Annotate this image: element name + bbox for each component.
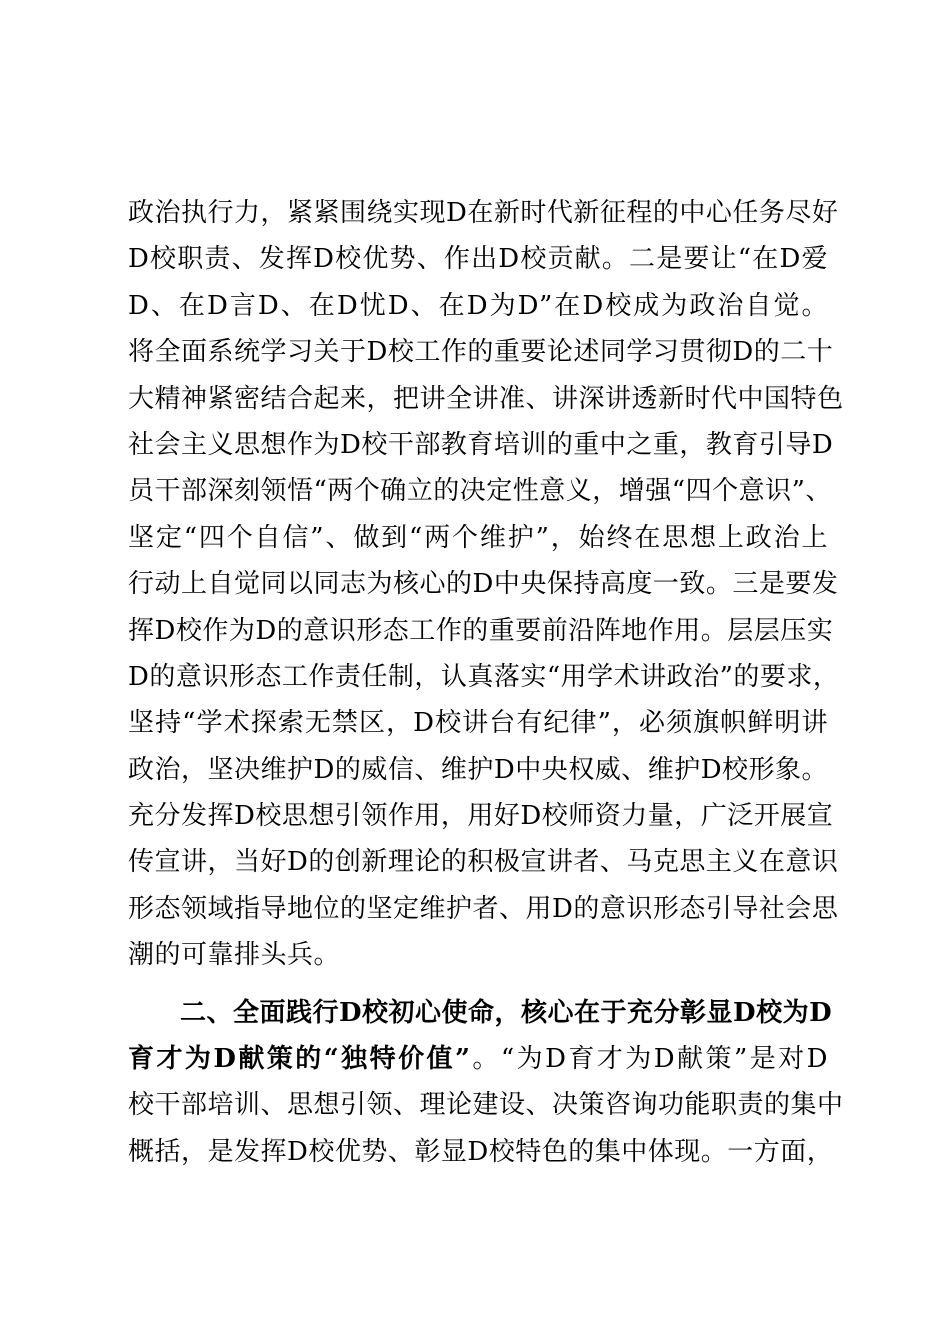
text-run: 。“为D育才为D献策”是对D bbox=[470, 1044, 828, 1075]
paragraph-1 bbox=[128, 190, 844, 979]
text-line: 将全面系统学习关于D校工作的重要论述同学习贯彻D的二十 bbox=[128, 337, 834, 368]
section-heading-end: 育才为D献策的“独特价值” bbox=[128, 1044, 471, 1075]
section-heading-line: 二、全面践行D校初心使命，核心在于充分彰显D校为D bbox=[180, 997, 833, 1028]
text-line: D、在D言D、在D忧D、在D为D”在D校成为政治自觉。 bbox=[128, 290, 828, 321]
text-line: 社会主义思想作为D校干部教育培训的重中之重，教育引导D bbox=[128, 429, 834, 460]
text-line: 传宣讲，当好D的创新理论的积极宣讲者、马克思主义在意识 bbox=[128, 847, 839, 878]
text-line: 政治，坚决维护D的威信、维护D中央权威、维护D校形象。 bbox=[128, 754, 829, 785]
text-line: 挥D校作为D的意识形态工作的重要前沿阵地作用。层层压实 bbox=[128, 615, 834, 646]
text-line: 概括，是发挥D校优势、彰显D校特色的集中体现。一方面， bbox=[128, 1136, 834, 1167]
text-line: 充分发挥D校思想引领作用，用好D校师资力量，广泛开展宣 bbox=[128, 801, 834, 832]
text-line: D的意识形态工作责任制，认真落实“用学术讲政治”的要求， bbox=[128, 661, 840, 692]
text-line: D校职责、发挥D校优势、作出D校贡献。二是要让“在D爱 bbox=[128, 244, 828, 275]
body-text bbox=[128, 190, 844, 1175]
text-line: 校干部培训、思想引领、理论建设、决策咨询功能职责的集中 bbox=[128, 1090, 844, 1121]
text-line: 形态领域指导地位的坚定维护者、用D的意识形态引导社会思 bbox=[128, 893, 839, 924]
text-line: 潮的可靠排头兵。 bbox=[128, 940, 341, 971]
paragraph-2 bbox=[128, 990, 844, 1176]
text-line: 行动上自觉同以同志为核心的D中央保持高度一致。三是要发 bbox=[128, 569, 839, 600]
paragraph-spacer bbox=[128, 979, 828, 990]
text-line bbox=[128, 1036, 828, 1082]
text-line: 坚持“学术探索无禁区，D校讲台有纪律”，必须旗帜鲜明讲 bbox=[128, 708, 828, 739]
text-line: 政治执行力，紧紧围绕实现D在新时代新征程的中心任务尽好 bbox=[128, 198, 839, 228]
text-line: 员干部深刻领悟“两个确立的决定性意义，增强“四个意识”、 bbox=[128, 476, 832, 507]
text-line: 坚定“四个自信”、做到“两个维护”，始终在思想上政治上 bbox=[128, 522, 828, 553]
text-line: 大精神紧密结合起来，把讲全讲准、讲深讲透新时代中国特色 bbox=[128, 383, 844, 414]
